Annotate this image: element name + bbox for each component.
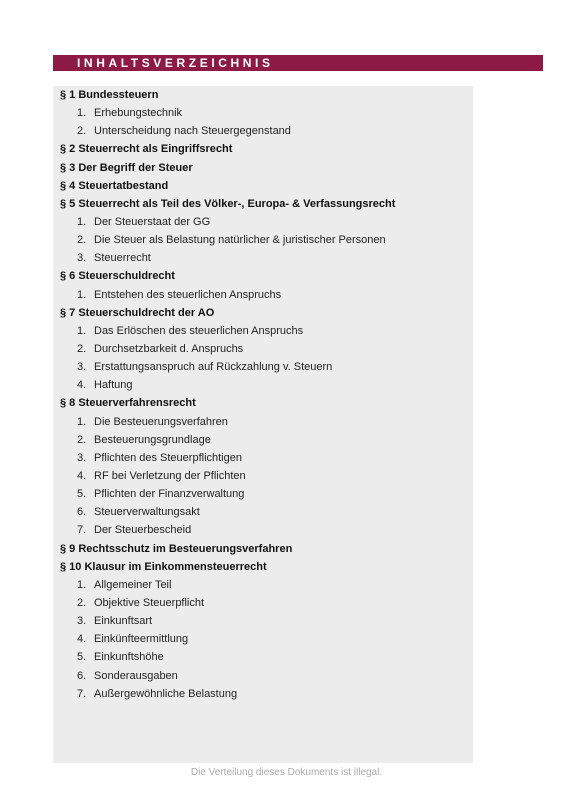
toc-item-number: 2.: [77, 596, 87, 609]
toc-item-label: Objektive Steuerpflicht: [94, 596, 205, 609]
toc-item-label: Erhebungstechnik: [94, 107, 183, 120]
toc-subsection-item[interactable]: [60, 376, 395, 394]
toc-subsection-item[interactable]: [60, 503, 395, 521]
toc-section-heading[interactable]: § 5 Steuerrecht als Teil des Völker-, Europa- & Verfassungsrecht: [60, 197, 396, 210]
toc-item-label: Entstehen des steuerlichen Anspruchs: [94, 288, 282, 301]
toc-item-number: 2.: [77, 234, 87, 247]
toc-heading: INHALTSVERZEICHNIS: [77, 56, 274, 70]
toc-section-heading[interactable]: § 7 Steuerschuldrecht der AO: [60, 306, 215, 319]
toc-subsection-item[interactable]: [60, 594, 395, 612]
toc-subsection-item[interactable]: [60, 231, 395, 249]
toc-item-label: RF bei Verletzung der Pflichten: [94, 469, 246, 482]
toc-item-label: Einkunftsart: [94, 615, 153, 628]
toc-item-label: Pflichten der Finanzverwaltung: [94, 488, 245, 501]
toc-section-heading[interactable]: § 3 Der Begriff der Steuer: [60, 161, 193, 174]
toc-subsection-item[interactable]: [60, 249, 395, 267]
toc-item-number: 1.: [77, 107, 87, 120]
toc-subsection-item[interactable]: [60, 685, 395, 703]
toc-subsection-item[interactable]: [60, 104, 395, 122]
toc-subsection-item[interactable]: [60, 485, 395, 503]
toc-item-label: Durchsetzbarkeit d. Anspruchs: [94, 342, 244, 355]
toc-subsection-item[interactable]: [60, 340, 395, 358]
toc-item-number: 7.: [77, 524, 87, 537]
toc-item-number: 1.: [77, 215, 87, 228]
toc-item-number: 3.: [77, 252, 87, 265]
toc-item-label: Haftung: [94, 379, 133, 392]
toc-subsection-item[interactable]: [60, 648, 395, 666]
toc-subsection-item[interactable]: [60, 413, 395, 431]
toc-item-number: 3.: [77, 361, 87, 374]
toc-item-number: 2.: [77, 125, 87, 138]
toc-header-bar: [53, 55, 543, 71]
toc-subsection-item[interactable]: [60, 449, 395, 467]
toc-item-number: 6.: [77, 669, 87, 682]
toc-item-number: 4.: [77, 633, 87, 646]
toc-item-label: Allgemeiner Teil: [94, 578, 172, 591]
toc-subsection-item[interactable]: [60, 122, 395, 140]
toc-item-label: Erstattungsanspruch auf Rückzahlung v. Steuern: [94, 361, 333, 374]
toc-item-number: 1.: [77, 578, 87, 591]
toc-item-number: 5.: [77, 651, 87, 664]
toc-subsection-item[interactable]: [60, 667, 395, 685]
toc-subsection-item[interactable]: [60, 612, 395, 630]
toc-item-number: 7.: [77, 687, 87, 700]
toc-item-label: Der Steuerbescheid: [94, 524, 192, 537]
toc-item-number: 6.: [77, 506, 87, 519]
toc-panel: [53, 86, 473, 763]
footer-note: Die Verteilung dieses Dokuments ist illegal.: [190, 767, 383, 778]
toc-section-heading[interactable]: § 4 Steuertatbestand: [60, 179, 169, 192]
toc-item-label: Pflichten des Steuerpflichtigen: [94, 451, 242, 464]
toc-item-label: Sonderausgaben: [94, 669, 178, 682]
toc-section-heading[interactable]: § 1 Bundessteuern: [60, 89, 159, 101]
toc-subsection-item[interactable]: [60, 630, 395, 648]
toc-section-heading[interactable]: § 9 Rechtsschutz im Besteuerungsverfahren: [60, 542, 293, 555]
toc-subsection-item[interactable]: [60, 521, 395, 539]
toc-item-label: Steuerverwaltungsakt: [94, 506, 200, 519]
toc-item-label: Einkunftshöhe: [94, 651, 164, 664]
toc-subsection-item[interactable]: [60, 431, 395, 449]
toc-item-number: 1.: [77, 415, 87, 428]
toc-subsection-item[interactable]: [60, 467, 395, 485]
toc-item-label: Steuerrecht: [94, 252, 151, 265]
toc-item-label: Die Steuer als Belastung natürlicher & juristischer Personen: [94, 234, 386, 247]
toc-section-heading[interactable]: § 6 Steuerschuldrecht: [60, 270, 175, 283]
toc-item-number: 3.: [77, 451, 87, 464]
toc-subsection-item[interactable]: [60, 322, 395, 340]
toc-item-number: 1.: [77, 324, 87, 337]
toc-item-number: 2.: [77, 342, 87, 355]
toc-item-number: 4.: [77, 469, 87, 482]
toc-item-label: Der Steuerstaat der GG: [94, 215, 211, 228]
toc-subsection-item[interactable]: [60, 213, 395, 231]
toc-list: [60, 86, 395, 703]
toc-subsection-item[interactable]: [60, 286, 395, 304]
toc-item-label: Unterscheidung nach Steuergegenstand: [94, 125, 291, 138]
toc-item-number: 2.: [77, 433, 87, 446]
toc-item-label: Außergewöhnliche Belastung: [94, 687, 238, 700]
toc-item-label: Besteuerungsgrundlage: [94, 433, 211, 446]
toc-subsection-item[interactable]: [60, 358, 395, 376]
toc-section-heading[interactable]: § 2 Steuerrecht als Eingriffsrecht: [60, 143, 233, 156]
toc-item-label: Die Besteuerungsverfahren: [94, 415, 228, 428]
toc-subsection-item[interactable]: [60, 576, 395, 594]
toc-section-heading[interactable]: § 8 Steuerverfahrensrecht: [60, 397, 196, 410]
toc-item-label: Das Erlöschen des steuerlichen Anspruchs: [94, 324, 304, 337]
toc-item-number: 5.: [77, 488, 87, 501]
toc-item-number: 3.: [77, 615, 87, 628]
toc-item-number: 1.: [77, 288, 87, 301]
toc-item-number: 4.: [77, 379, 87, 392]
toc-section-heading[interactable]: § 10 Klausur im Einkommensteuerrecht: [60, 560, 267, 573]
toc-item-label: Einkünfteermittlung: [94, 633, 189, 646]
